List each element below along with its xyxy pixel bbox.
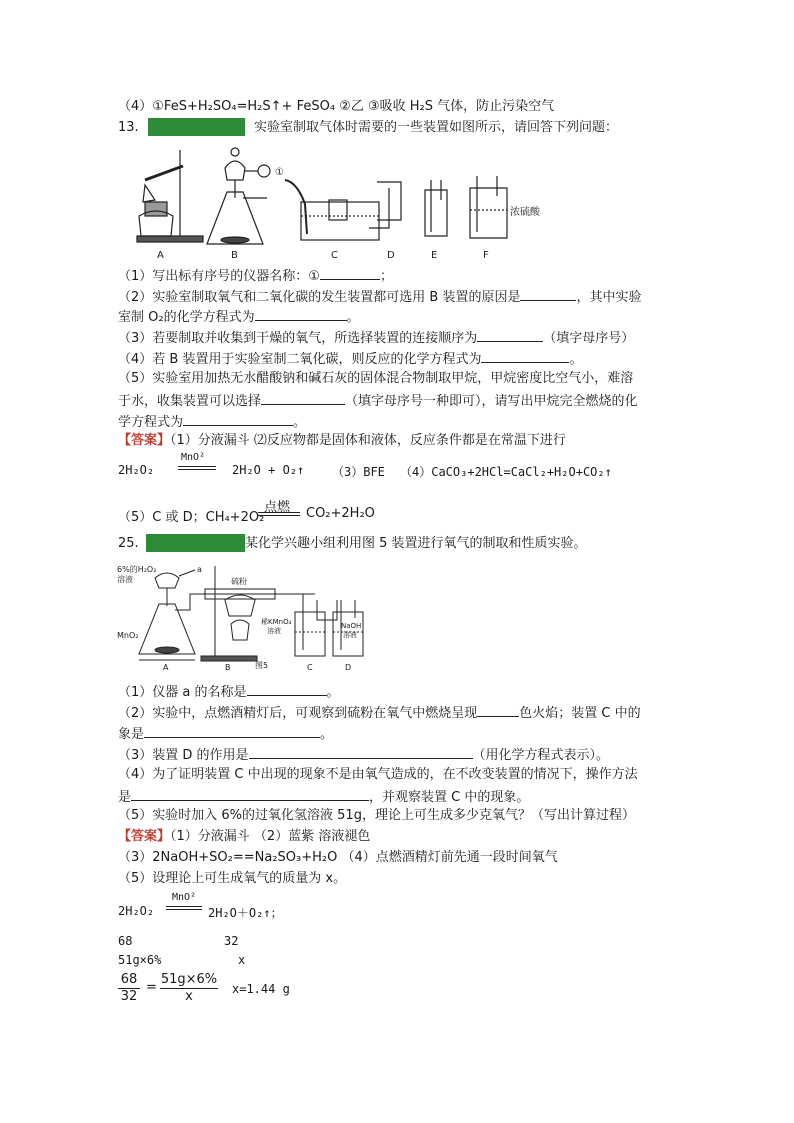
fig5-naoh-label: NaOH (341, 622, 362, 630)
q25-blank-3[interactable] (144, 724, 320, 738)
q25-blank-2[interactable] (477, 703, 519, 717)
figB-funnel (225, 161, 245, 180)
q25-sub2c: 象是 。 (118, 724, 333, 744)
q13-sub3: （3）若要制取并收集到干燥的氧气，所选择装置的连接顺序为 （填字母序号） (118, 328, 634, 348)
q25-blank-4[interactable] (249, 745, 473, 759)
q25-frac1-den: 32 (120, 989, 138, 1004)
q25-answer-tag: 【答案】 (118, 829, 171, 844)
figA-test-tube (145, 166, 183, 180)
q13-ans3: （3）BFE (332, 465, 385, 479)
q13-blank-5[interactable] (481, 349, 569, 363)
q13-ans4: （4）CaCO₃+2HCl=CaCl₂+H₂O+CO₂↑ (400, 465, 612, 479)
q13-answer-tag: 【答案】 (118, 433, 171, 448)
q13-apparatus-figure (125, 140, 540, 265)
figC-trough (301, 202, 379, 240)
figB-solid (221, 237, 249, 243)
q25-answer-line3: （5）设理论上可生成氧气的质量为 x。 (118, 871, 347, 886)
q25-sub2a: （2）实验中，点燃酒精灯后，可观察到硫粉在氧气中燃烧呈现 色火焰；装置 C 中的 (118, 703, 641, 723)
q13-eq1-arrow-bottom (178, 469, 216, 470)
q25-header (118, 535, 139, 553)
q25-sub5: （5）实验时加入 6%的过氧化氢溶液 51g，理论上可生成多少克氧气？（写出计算过程） (118, 808, 635, 823)
q25-frac1-num: 68 (120, 972, 138, 987)
q13-blank-4[interactable] (477, 328, 543, 342)
q13-ans5-arrow-bottom (258, 515, 300, 516)
q25-fraction-2 (160, 972, 218, 1005)
figA-block (145, 202, 167, 216)
q25-sub4a: （4）为了证明装置 C 中出现的现象不是由氧气造成的，在不改变装置的情况下，操作方法 (118, 767, 638, 782)
q25-fraction-1 (118, 972, 140, 1005)
q13-eq1-left: 2H₂O₂ (118, 463, 155, 477)
q25-eq-condition: MnO² (172, 892, 197, 903)
q13-ans5-condition: 点燃 (264, 500, 291, 515)
q13-eq1-right: 2H₂O + O₂↑ (232, 463, 305, 477)
fig5-mno2-label: MnO₂ (117, 631, 139, 640)
figA-base (137, 236, 203, 242)
q25-number: 25. (118, 536, 139, 551)
fig-label-C: C (331, 250, 338, 261)
q25-calc-51: 51g×6% (118, 953, 162, 967)
q25-answer-line1: 【答案】（1）分液漏斗 （2）蓝紫 溶液褪色 (118, 829, 371, 844)
q13-blank-2[interactable] (520, 287, 576, 301)
q13-blank-7[interactable] (183, 412, 293, 426)
figE-bottle (425, 190, 447, 236)
fig5-label-C: C (307, 663, 313, 672)
q13-sub5d: 学方程式为 。 (118, 412, 306, 432)
q13-sub2c: 室制 O₂的化学方程式为 。 (118, 307, 360, 327)
q13-answer-line1: 【答案】（1）分液漏斗 ⑵反应物都是固体和液体，反应条件都是在常温下进行 (118, 433, 566, 448)
q13-number: 13. (118, 120, 139, 135)
figB-label-circle (258, 165, 270, 177)
figB-funnel-top (231, 148, 239, 156)
fig5-naoh-solution-label: 溶液 (343, 631, 357, 639)
fig5-sulfur-label: 硫粉 (231, 577, 247, 586)
q25-eq-sign: = (146, 980, 157, 995)
fig5-h2o2-solution-label: 溶液 (117, 575, 133, 584)
fig-label-E: E (431, 250, 438, 261)
q13-header (118, 119, 139, 137)
fig5-caption: 图5 (255, 661, 269, 670)
q25-frac2-num: 51g×6% (160, 972, 218, 987)
q25-blank-5[interactable] (131, 787, 369, 801)
q13-ans5-arrow-top (258, 512, 300, 513)
fig5-label-A: A (163, 663, 169, 672)
q25-eq-left: 2H₂O₂ (118, 904, 155, 918)
fig5A-funnel (155, 573, 179, 588)
figF-acid-label: 浓硫酸 (510, 207, 540, 218)
q25-blank-1[interactable] (247, 682, 327, 696)
q25-calc-x: x (238, 953, 246, 967)
fig5C-tubes (303, 594, 337, 650)
figE-tubes (431, 180, 441, 232)
q13-blank-1[interactable] (320, 266, 380, 280)
fig5-label-D: D (345, 663, 352, 672)
q25-sub4b: 是 ，并观察装置 C 中的现象。 (118, 787, 529, 807)
q13-eq1-condition: MnO² (181, 452, 206, 463)
q13-blank-3[interactable] (255, 307, 347, 321)
fig5A-a-line (179, 570, 195, 576)
q13-stem: 实验室制取气体时需要的一些装置如图所示，请回答下列问题： (254, 120, 619, 135)
q13-blank-6[interactable] (261, 391, 345, 405)
fig5-tube-main (175, 594, 315, 610)
fig-label-D: D (387, 250, 395, 261)
fig5-h2o2-label: 6%的H₂O₂ (117, 565, 157, 574)
q13-ans5-left: （5）C 或 D；CH₄+2O₂ (118, 510, 265, 525)
q25-answer-line2: （3）2NaOH+SO₂==Na₂SO₃+H₂O （4）点燃酒精灯前先通一段时间氧气 (118, 850, 558, 865)
figB-flask (207, 192, 263, 244)
q25-result: x=1.44 g (232, 982, 290, 996)
fig5-label-B: B (225, 663, 231, 672)
q13-sub5b: 于水，收集装置可以选择 （填字母序号一种即可），请写出甲烷完全燃烧的化 (118, 391, 638, 411)
figF-tubes (477, 176, 497, 232)
q13-ans5-right: CO₂+2H₂O (306, 506, 375, 521)
q25-calc-32: 32 (224, 934, 239, 948)
fig5B-sulfur-dish (225, 595, 255, 616)
prev-answer-line: （4）①FeS+H₂SO₄=H₂S↑+ FeSO₄ ②乙 ③吸收 H₂S 气体，防止污染空气 (118, 99, 555, 114)
fig5B-base (201, 656, 257, 661)
q13-sub1: （1）写出标有序号的仪器名称：① ； (118, 266, 393, 286)
q13-sub4: （4）若 B 装置用于实验室制二氧化碳，则反应的化学方程式为 。 (118, 349, 582, 369)
figF-bottle (470, 188, 507, 238)
fig5C-bottle (295, 612, 325, 656)
q25-frac2-den: x (185, 989, 193, 1004)
fig5-kmno4-solution-label: 溶液 (267, 627, 281, 635)
q13-sub2a: （2）实验室制取氧气和二氧化碳的发生装置都可选用 B 装置的原因是 ，其中实验 (118, 287, 641, 307)
q25-eq-arrow-bottom (166, 909, 202, 910)
fig5-kmno4-label: 稀KMnO₄ (261, 618, 292, 626)
q25-eq-arrow-top (166, 906, 202, 907)
q25-apparatus-figure (115, 560, 370, 675)
q25-sub3: （3）装置 D 的作用是 （用化学方程式表示）。 (118, 745, 609, 765)
q25-source-tag (146, 534, 245, 552)
q13-source-tag (148, 118, 245, 136)
q25-sub1: （1）仪器 a 的名称是 。 (118, 682, 340, 702)
figC-tube (285, 180, 307, 234)
fig-label-B: B (231, 250, 238, 261)
q13-sub5a: （5）实验室用加热无水醋酸钠和碱石灰的固体混合物制取甲烷，甲烷密度比空气小，难溶 (118, 371, 634, 386)
figC-bottle (329, 200, 347, 220)
fig5-a-label: a (197, 565, 202, 574)
q25-stem: 某化学兴趣小组利用图 5 装置进行氧气的制取和性质实验。 (245, 536, 587, 551)
fig-label-A: A (157, 250, 164, 261)
fig5A-mno2 (155, 647, 179, 653)
fig5B-lamp (231, 620, 249, 640)
q13-eq1-arrow-top (178, 466, 216, 467)
q25-eq-right: 2H₂O＋O₂↑； (208, 906, 283, 920)
q25-calc-68: 68 (118, 934, 133, 948)
fig-label-F: F (483, 250, 489, 261)
figA-clamp (143, 185, 155, 202)
figB-circle-label: ① (275, 167, 284, 178)
